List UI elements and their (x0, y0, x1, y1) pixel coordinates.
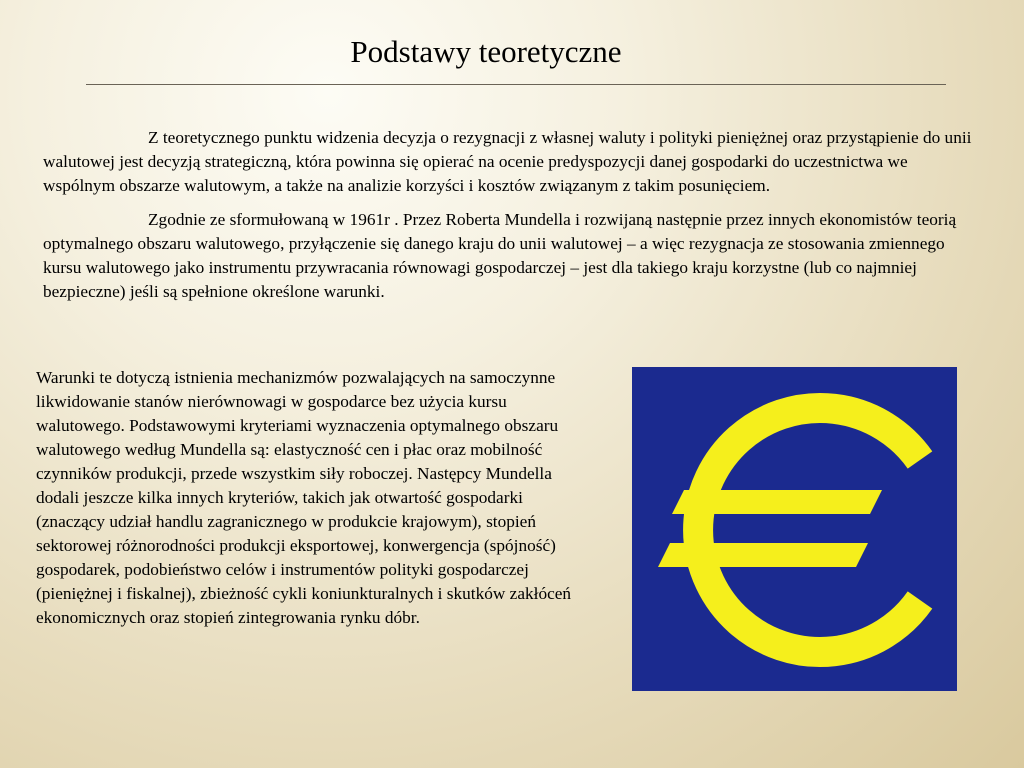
slide-title: Podstawy teoretyczne (350, 34, 622, 69)
conditions-paragraph: Warunki te dotyczą istnienia mechanizmów pozwalających na samoczynne likwidowanie stanów nierównowagi w gospodarce bez użycia kursu walutowego. Podstawowymi kryteriami wyznaczenia optymalnego obszaru walutowego według Mundella są: elastyczność cen i płac oraz mobilność czynników produkcji, przede wszystkim siły roboczej. Następcy Mundella dodali jeszcze kilka innych kryteriów, takich jak otwartość gospodarki (znaczący udział handlu zagranicznego w produkcie krajowym), stopień sektorowej różnorodności produkcji eksportowej, konwergencja (spójność) gospodarek, podobieństwo celów i instrumentów polityki gospodarczej (pieniężnej i fiskalnej), zbieżność cykli koniunkturalnych i skutków zakłóceń ekonomicznych oraz stopień zintegrowania rynku dóbr. (36, 368, 572, 627)
euro-symbol-icon (632, 367, 957, 691)
euro-bar-bottom (658, 543, 868, 567)
euro-arc (698, 408, 920, 652)
intro-paragraph-1: Z teoretycznego punktu widzenia decyzja o rezygnacji z własnej waluty i polityki pieniężnej oraz przystąpienie do unii walutowej jest decyzją strategiczną, która powinna się opierać na ocenie predyspozycji danej gospodarki do uczestnictwa we wspólnym obszarze walutowym, a także na analizie korzyści i kosztów związanym z takim posunięciem. (43, 128, 972, 195)
intro-paragraph-2: Zgodnie ze sformułowaną w 1961r . Przez Roberta Mundella i rozwijaną następnie przez innych ekonomistów teorią optymalnego obszaru walutowego, przyłączenie się danego kraju do unii walutowej – a więc rezygnacja ze stosowania zmiennego kursu walutowego jako instrumentu przywracania równowagi gospodarczej – jest dla takiego kraju korzystne (lub co najmniej bezpieczne) jeśli są spełnione określone warunki. (43, 210, 957, 301)
euro-symbol-shape (698, 408, 920, 652)
intro-text (43, 126, 973, 314)
title-divider (86, 84, 946, 85)
euro-image (632, 367, 957, 691)
euro-bar-top (672, 490, 882, 514)
